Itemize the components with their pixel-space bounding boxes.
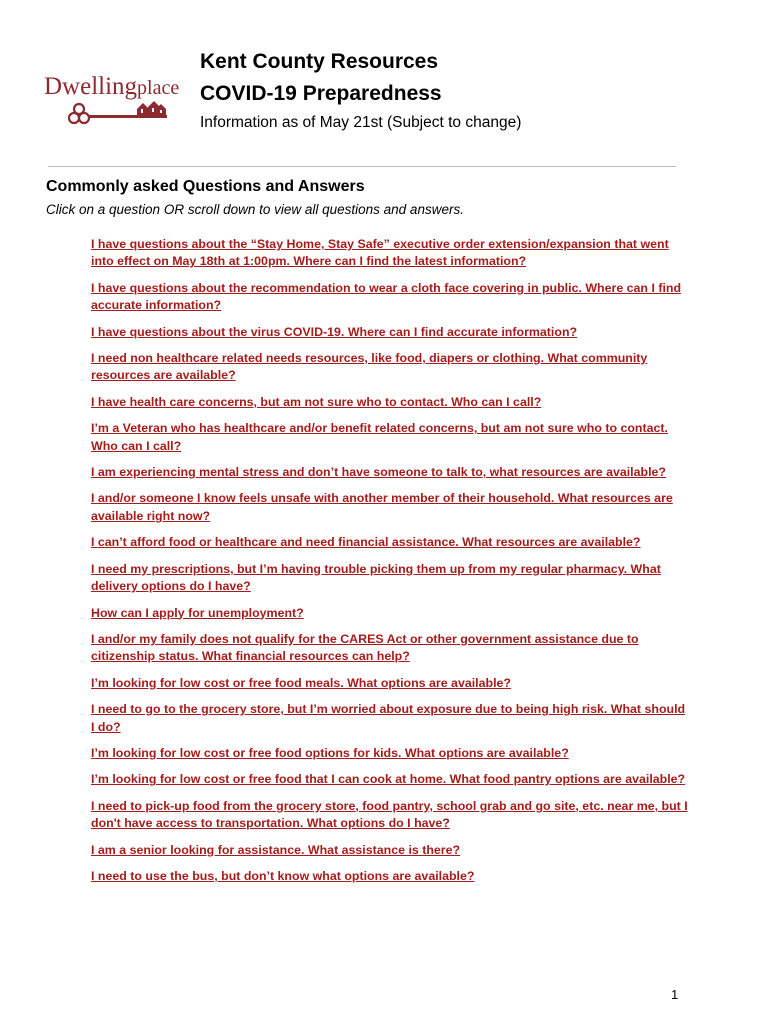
question-link[interactable]: I and/or my family does not qualify for the CARES Act or other government assistance due to citizenship status. What financial resources can help? [91,631,639,664]
question-link[interactable]: I need non healthcare related needs resources, like food, diapers or clothing. What community resources are available? [91,351,648,383]
question-item [91,561,691,596]
question-list [91,236,691,894]
question-link[interactable]: I can’t afford food or healthcare and need financial assistance. What resources are available? [91,535,641,550]
section-heading: Commonly asked Questions and Answers [46,178,365,195]
question-item [91,842,691,859]
question-item [91,701,691,736]
question-link[interactable]: I’m looking for low cost or free food meals. What options are available? [91,675,511,690]
question-item [91,771,691,788]
question-link[interactable]: I need to pick-up food from the grocery store, food pantry, school grab and go site, etc. near me, but I don't have access to transportation. What options do I have? [91,798,688,831]
question-item [91,605,691,622]
question-link[interactable]: I’m looking for low cost or free food that I can cook at home. What food pantry options are available? [91,772,686,787]
question-item [91,464,691,481]
question-link[interactable]: I’m looking for low cost or free food options for kids. What options are available? [91,745,569,760]
question-item [91,324,691,341]
question-item [91,350,691,385]
question-link[interactable]: I need to go to the grocery store, but I’m worried about exposure due to being high risk. What should I do? [91,702,686,734]
question-item [91,675,691,692]
question-item [91,490,691,525]
question-link[interactable]: I need my prescriptions, but I’m having trouble picking them up from my regular pharmacy. What delivery options do I have? [91,561,661,594]
question-link[interactable]: I have questions about the virus COVID-19. Where can I find accurate information? [91,324,578,339]
question-item [91,236,691,271]
page-title-line2: COVID-19 Preparedness [200,82,442,105]
question-link[interactable]: I have health care concerns, but am not sure who to contact. Who can I call? [91,394,542,409]
page-subtitle: Information as of May 21st (Subject to change) [200,114,522,131]
question-link[interactable]: I need to use the bus, but don’t know what options are available? [91,868,475,883]
question-item [91,420,691,455]
logo-text-main: Dwelling [44,73,138,100]
horizontal-divider [48,166,676,167]
logo-text-secondary: place [137,77,180,99]
page-title-line1: Kent County Resources [200,50,439,73]
question-link[interactable]: I have questions about the recommendation to wear a cloth face covering in public. Where can I find accurate information? [91,280,682,313]
question-link[interactable]: I am a senior looking for assistance. What assistance is there? [91,842,461,857]
question-item [91,534,691,551]
question-link[interactable]: I and/or someone I know feels unsafe with another member of their household. What resources are available right now? [91,491,673,523]
key-house-logo-icon [44,94,170,134]
question-item [91,280,691,315]
question-item [91,798,691,833]
question-item [91,631,691,666]
dwellingplace-logo [44,73,180,136]
question-item [91,394,691,411]
question-link[interactable]: I have questions about the “Stay Home, Stay Safe” executive order extension/expansion that went into effect on May 18th at 1:00pm. Where can I find the latest information? [91,237,669,269]
question-link[interactable]: How can I apply for unemployment? [91,605,304,620]
question-link[interactable]: I’m a Veteran who has healthcare and/or benefit related concerns, but am not sure who to contact. Who can I call? [91,421,668,453]
question-item [91,868,691,885]
page-number: 1 [671,987,679,1002]
question-link[interactable]: I am experiencing mental stress and don’t have someone to talk to, what resources are available? [91,465,666,480]
section-instructions: Click on a question OR scroll down to view all questions and answers. [46,202,464,217]
question-item [91,745,691,762]
